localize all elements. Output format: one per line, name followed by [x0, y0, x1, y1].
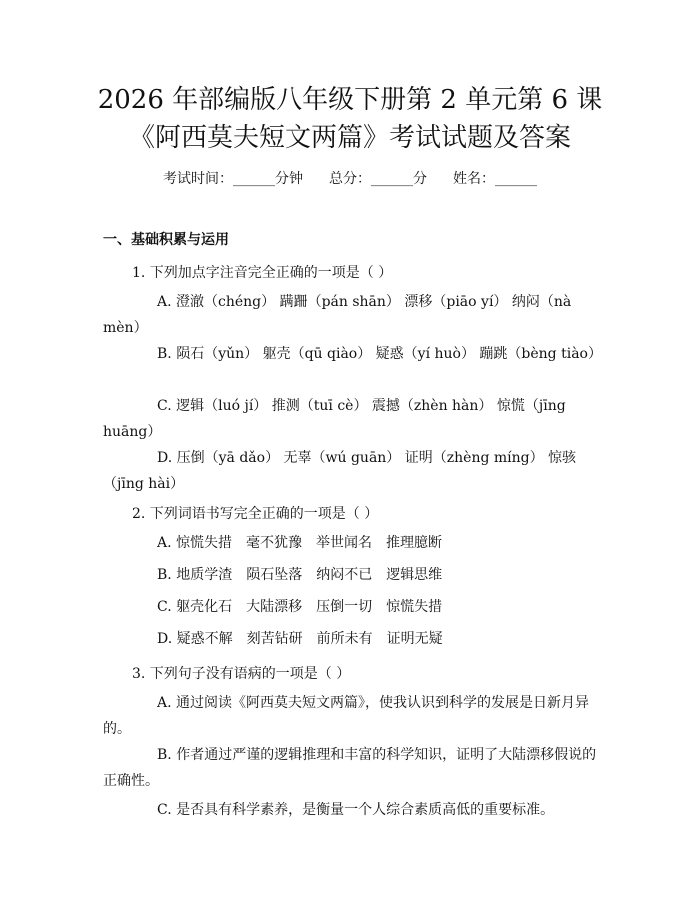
exam-score: 总分：______分 — [329, 171, 427, 187]
question-3-option-a: A. 通过阅读《阿西莫夫短文两篇》，使我认识到科学的发展是日新月异的。 — [103, 695, 590, 737]
question-1-option-d: D. 压倒（yā dǎo） 无辜（wú guān） 证明（zhèng míng） 惊骇（jīng hài） — [103, 450, 577, 492]
question-2-stem: 2. 下列词语书写完全正确的一项是（ ） — [132, 506, 379, 522]
exam-name: 姓名：______ — [453, 171, 537, 187]
exam-time: 考试时间：______分钟 — [163, 171, 303, 187]
title-line-1: 2026 年部编版八年级下册第 2 单元第 6 课 — [97, 85, 603, 115]
question-3-option-b: B. 作者通过严谨的逻辑推理和丰富的科学知识，证明了大陆漂移假说的正确性。 — [103, 747, 597, 789]
title-line-2: 《阿西莫夫短文两篇》考试试题及答案 — [128, 123, 571, 153]
question-1-option-a: A. 澄澈（chéng） 蹒跚（pán shān） 漂移（piāo yí） 纳闷（nà mèn） — [103, 294, 572, 336]
question-2-option-c: C. 躯壳化石 大陆漂移 压倒一切 惊慌失措 — [157, 599, 443, 615]
question-2-option-a: A. 惊慌失措 毫不犹豫 举世闻名 推理臆断 — [157, 535, 443, 551]
question-2-option-b: B. 地质学渣 陨石坠落 纳闷不已 逻辑思维 — [157, 567, 443, 583]
question-2-option-d: D. 疑惑不解 刻苦钻研 前所未有 证明无疑 — [157, 631, 443, 647]
question-1-stem: 1. 下列加点字注音完全正确的一项是（ ） — [132, 265, 393, 281]
question-3-stem: 3. 下列句子没有语病的一项是（ ） — [132, 666, 351, 682]
section-heading: 一、基础积累与运用 — [103, 232, 229, 248]
question-1-option-b: B. 陨石（yǔn） 躯壳（qū qiào） 疑惑（yí huò） 蹦跳（bèng tiào） — [157, 346, 602, 362]
question-3-option-c: C. 是否具有科学素养，是衡量一个人综合素质高低的重要标准。 — [157, 802, 555, 818]
exam-meta — [0, 168, 700, 188]
question-1-option-c: C. 逻辑（luó jí） 推测（tuī cè） 震撼（zhèn hàn） 惊慌（jīng huāng） — [103, 398, 566, 440]
